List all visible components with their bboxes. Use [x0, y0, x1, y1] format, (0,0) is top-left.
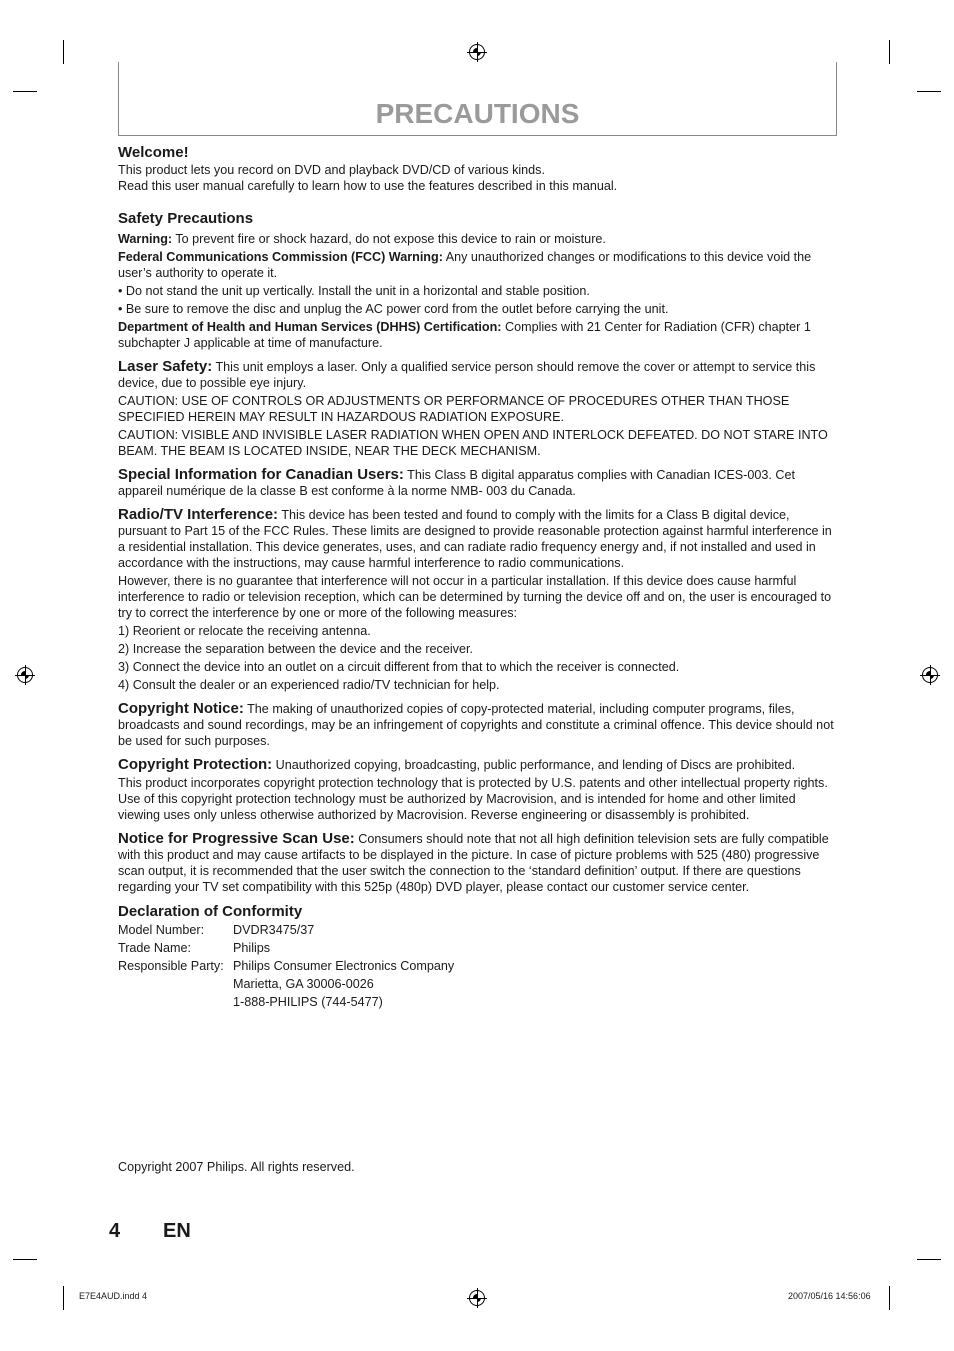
- registration-mark-icon: [469, 44, 485, 60]
- radio-paragraph: [118, 507, 834, 571]
- bullet-item: • Do not stand the unit up vertically. Install the unit in a horizontal and stable position.: [118, 284, 590, 298]
- crop-mark: [13, 1259, 37, 1260]
- copyright-protection-paragraph-2: This product incorporates copyright protection technology that is protected by U.S. patents and other intellectual property rights. Use of this copyright protection technology must be authorized by Macrovision, and is intended for home and other limited viewing uses only unless otherwise authorized by Macrovision. Reverse engineering or disassembly is prohibited.: [118, 776, 828, 822]
- party-line: Philips Consumer Electronics Company: [233, 959, 455, 973]
- copyright-protection-label: Copyright Protection:: [118, 756, 273, 773]
- welcome-line: This product lets you record on DVD and playback DVD/CD of various kinds.: [118, 163, 545, 177]
- laser-paragraph: [118, 359, 834, 391]
- copyright-protection-paragraph: [118, 757, 834, 773]
- page-language: EN: [163, 1220, 191, 1242]
- conformity-table: [118, 921, 454, 1011]
- page-content: [118, 144, 834, 1011]
- registration-mark-icon: [17, 667, 33, 683]
- model-label: Model Number:: [118, 923, 205, 937]
- crop-mark: [917, 91, 941, 92]
- registration-mark-icon: [469, 1290, 485, 1306]
- crop-mark: [63, 1286, 64, 1310]
- measure-item: 3) Connect the device into an outlet on a circuit different from that to which the receiver is connected.: [118, 660, 680, 674]
- copyright-notice-label: Copyright Notice:: [118, 700, 244, 717]
- warning-text: To prevent fire or shock hazard, do not expose this device to rain or moisture.: [172, 232, 606, 246]
- laser-label: Laser Safety:: [118, 358, 213, 375]
- radio-text: This device has been tested and found to comply with the limits for a Class B digital device, pursuant to Part 15 of the FCC Rules. These limits are designed to provide reasonable protection against harmful interference in a residential installation. This device generates, uses, and can radiate radio frequency energy and, if not installed and used in accordance with the instructions, may cause harmful interference to radio communications.: [118, 508, 832, 570]
- table-row: [118, 939, 454, 957]
- slug-filename: E7E4AUD.indd 4: [79, 1291, 148, 1301]
- party-label: Responsible Party:: [118, 959, 224, 973]
- trade-label: Trade Name:: [118, 941, 192, 955]
- progressive-paragraph: [118, 831, 834, 895]
- bullet-item: • Be sure to remove the disc and unplug the AC power cord from the outlet before carrying the unit.: [118, 302, 669, 316]
- canada-text: This Class B digital apparatus complies with Canadian ICES-003. Cet appareil numérique de la classe B est conforme à la norme NMB- 003 du Canada.: [118, 468, 795, 498]
- canada-paragraph: [118, 467, 834, 499]
- registration-mark-icon: [922, 667, 938, 683]
- measure-item: 4) Consult the dealer or an experienced radio/TV technician for help.: [118, 678, 500, 692]
- crop-mark: [889, 1286, 890, 1310]
- title-frame: [118, 62, 837, 136]
- copyright-notice-text: The making of unauthorized copies of copy-protected material, including computer programs, files, broadcasts and sound recordings, may be an infringement of copyrights and constitute a criminal offence. This device should not be used for such purposes.: [118, 702, 834, 748]
- welcome-heading: Welcome!: [118, 144, 189, 161]
- conformity-heading: Declaration of Conformity: [118, 903, 303, 920]
- fcc-label: Federal Communications Commission (FCC) Warning:: [118, 250, 443, 264]
- caution-text: CAUTION: USE OF CONTROLS OR ADJUSTMENTS OR PERFORMANCE OF PROCEDURES OTHER THAN THOSE SPECIFIED HEREIN MAY RESULT IN HAZARDOUS RADIATION EXPOSURE.: [118, 394, 790, 424]
- party-value: [233, 957, 454, 1011]
- warning-paragraph: [118, 231, 834, 247]
- radio-label: Radio/TV Interference:: [118, 506, 279, 523]
- dhhs-text: Complies with 21 Center for Radiation (CFR) chapter 1 subchapter J applicable at time of manufacture.: [118, 320, 811, 350]
- party-line: Marietta, GA 30006-0026: [233, 977, 374, 991]
- crop-mark: [917, 1259, 941, 1260]
- trade-value: Philips: [233, 941, 271, 955]
- model-value: DVDR3475/37: [233, 923, 315, 937]
- table-row: [118, 957, 454, 1011]
- copyright-footer: Copyright 2007 Philips. All rights reserved.: [118, 1160, 355, 1174]
- laser-text: This unit employs a laser. Only a qualified service person should remove the cover or attempt to service this device, due to possible eye injury.: [118, 360, 816, 390]
- crop-mark: [63, 40, 64, 64]
- progressive-label: Notice for Progressive Scan Use:: [118, 830, 355, 847]
- measure-item: 1) Reorient or relocate the receiving antenna.: [118, 624, 371, 638]
- fcc-paragraph: [118, 249, 834, 281]
- party-line: 1-888-PHILIPS (744-5477): [233, 995, 383, 1009]
- table-row: [118, 921, 454, 939]
- welcome-line: Read this user manual carefully to learn how to use the features described in this manual.: [118, 179, 618, 193]
- caution-text: CAUTION: VISIBLE AND INVISIBLE LASER RADIATION WHEN OPEN AND INTERLOCK DEFEATED. DO NOT STARE INTO BEAM. THE BEAM IS LOCATED INSIDE, NEAR THE DECK MECHANISM.: [118, 428, 828, 458]
- progressive-text: Consumers should note that not all high definition television sets are fully compatible with this product and may cause artifacts to be displayed in the picture. In case of picture problems with 525 (480) progressive scan output, it is recommended that the user switch the connection to the ‘standard definition’ output. If there are questions regarding your TV set compatibility with this 525p (480p) DVD player, please contact our customer service center.: [118, 832, 829, 894]
- copyright-notice-paragraph: [118, 701, 834, 749]
- dhhs-paragraph: [118, 319, 834, 351]
- canada-label: Special Information for Canadian Users:: [118, 466, 404, 483]
- crop-mark: [889, 40, 890, 64]
- dhhs-label: Department of Health and Human Services (DHHS) Certification:: [118, 320, 502, 334]
- fcc-text: Any unauthorized changes or modifications to this device void the user’s authority to operate it.: [118, 250, 812, 280]
- page-title: PRECAUTIONS: [375, 98, 580, 129]
- page-number: 4: [109, 1220, 121, 1242]
- warning-label: Warning:: [118, 232, 173, 246]
- crop-mark: [13, 91, 37, 92]
- measure-item: 2) Increase the separation between the device and the receiver.: [118, 642, 473, 656]
- safety-heading: Safety Precautions: [118, 210, 254, 227]
- slug-timestamp: 2007/05/16 14:56:06: [788, 1291, 871, 1301]
- radio-paragraph-2: However, there is no guarantee that interference will not occur in a particular installation. If this device does cause harmful interference to radio or television reception, which can be determined by turning the device off and on, the user is encouraged to try to correct the interference by one or more of the following measures:: [118, 574, 832, 620]
- copyright-protection-text: Unauthorized copying, broadcasting, public performance, and lending of Discs are prohibited.: [272, 758, 796, 772]
